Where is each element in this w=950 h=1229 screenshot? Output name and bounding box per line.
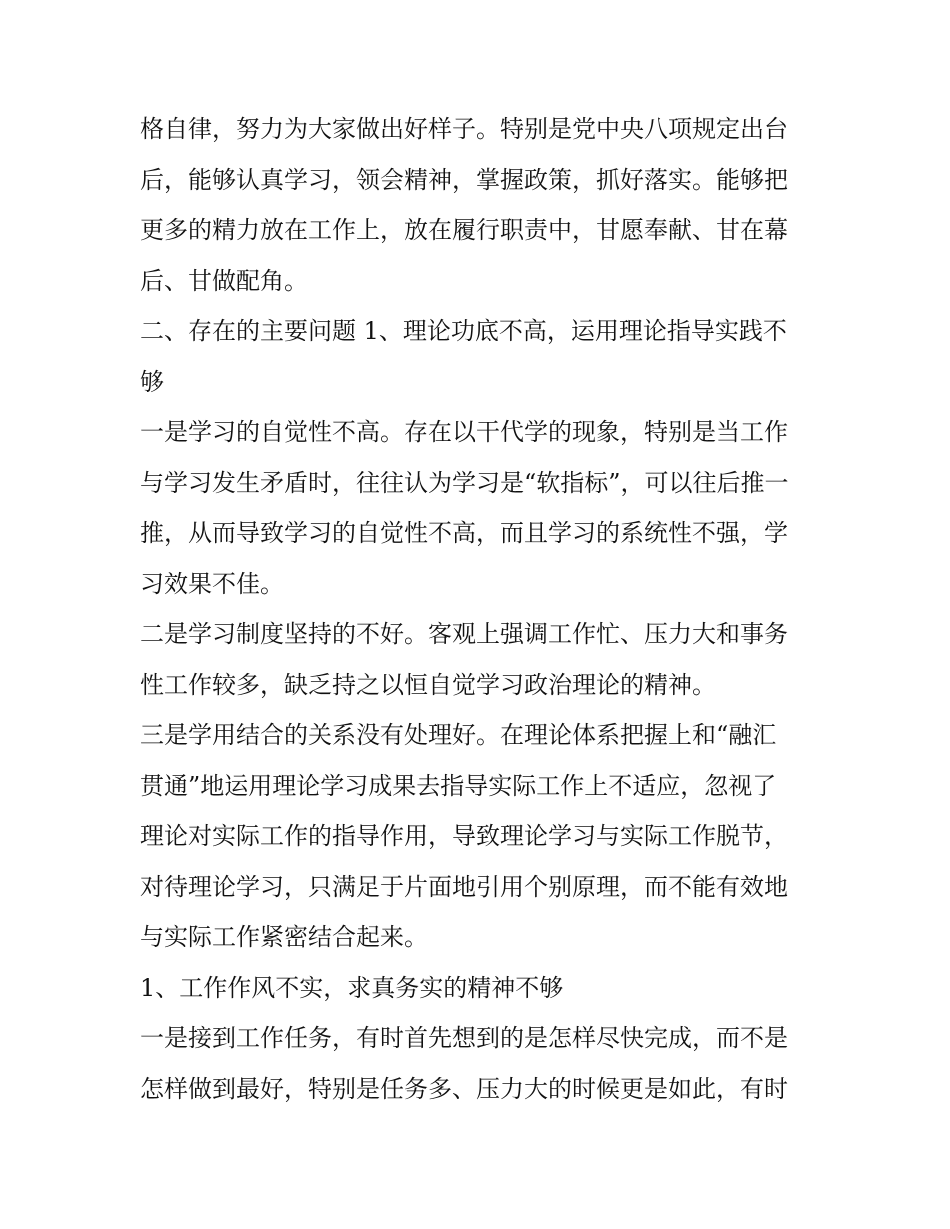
text-line: 理论对实际工作的指导作用，导致理论学习与实际工作脱节， [140,822,788,850]
section-heading: 二、存在的主要问题 1、理论功底不高，运用理论指导实践不 [140,317,787,345]
text-line: 贯通”地运用理论学习成果去指导实际工作上不适应，忽视了 [140,771,777,800]
document-body [140,104,812,1114]
text-line: 后，能够认真学习，领会精神，掌握政策，抓好落实。能够把 [140,165,788,194]
text-line: 一是接到工作任务，有时首先想到的是怎样尽快完成，而不是 [140,1024,788,1052]
subsection-heading: 1、工作作风不实，求真务实的精神不够 [140,973,564,1002]
text-line: 更多的精力放在工作上，放在履行职责中，甘愿奉献、甘在幕 [140,216,788,244]
text-line: 后、甘做配角。 [140,266,308,295]
text-line: 二是学习制度坚持的不好。客观上强调工作忙、压力大和事务 [140,620,788,648]
text-line: 性工作较多，缺乏持之以恒自觉学习政治理论的精神。 [140,670,716,699]
section-heading-continued: 够 [140,367,164,396]
text-line: 推，从而导致学习的自觉性不高，而且学习的系统性不强，学 [140,519,788,547]
text-line: 一是学习的自觉性不高。存在以干代学的现象，特别是当工作 [140,418,788,446]
text-line: 与学习发生矛盾时，往往认为学习是“软指标”，可以往后推一 [140,468,789,497]
text-line: 格自律，努力为大家做出好样子。特别是党中央八项规定出台 [140,115,788,143]
text-line: 与实际工作紧密结合起来。 [140,923,428,951]
text-line: 对待理论学习，只满足于片面地引用个别原理，而不能有效地 [140,872,788,901]
text-line: 怎样做到最好，特别是任务多、压力大的时候更是如此，有时 [140,1074,788,1103]
text-line: 三是学用结合的关系没有处理好。在理论体系把握上和“融汇 [140,721,777,749]
text-line: 习效果不佳。 [140,569,284,598]
